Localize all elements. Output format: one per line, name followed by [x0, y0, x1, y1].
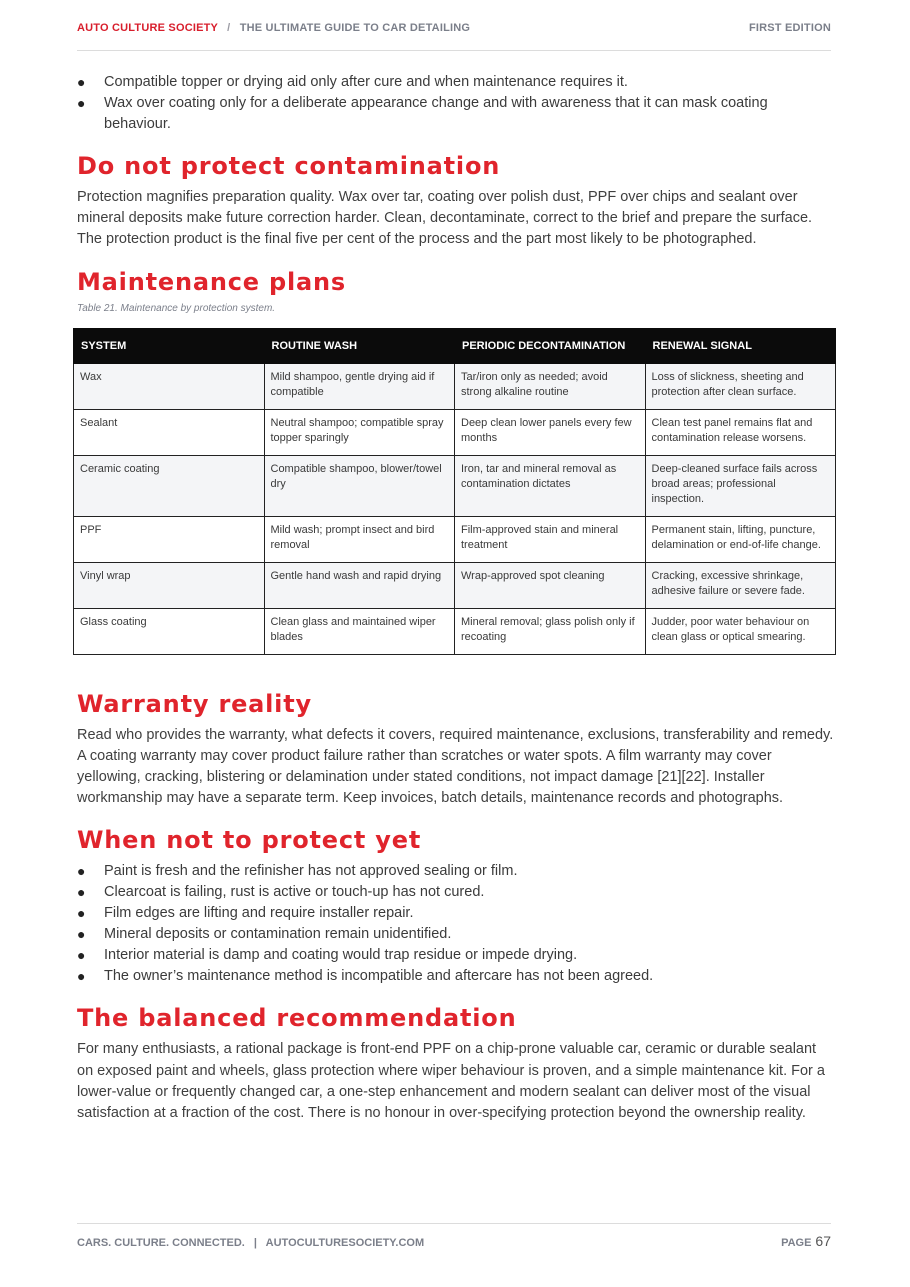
- table-cell: Loss of slickness, sheeting and protection after clean surface.: [645, 363, 836, 409]
- table-cell: Permanent stain, lifting, puncture, delamination or end-of-life change.: [645, 516, 836, 562]
- list-item-text: Mineral deposits or contamination remain unidentified.: [104, 926, 452, 943]
- page-number: 67: [815, 1233, 831, 1249]
- table-row: [74, 363, 836, 409]
- list-item: [77, 903, 835, 924]
- page-header: [77, 22, 831, 51]
- table-cell: Deep-cleaned surface fails across broad areas; professional inspection.: [645, 455, 836, 516]
- table-row: [74, 608, 836, 654]
- table-cell: Judder, poor water behaviour on clean glass or optical smearing.: [645, 608, 836, 654]
- table-cell: Neutral shampoo; compatible spray topper sparingly: [264, 409, 455, 455]
- list-item: [77, 924, 835, 945]
- footer-site: AUTOCULTURESOCIETY.COM: [265, 1237, 425, 1249]
- table-cell: Glass coating: [74, 608, 265, 654]
- table-cell: Wax: [74, 363, 265, 409]
- section-heading-maintenance: Maintenance plans: [77, 267, 346, 296]
- list-item-text: Paint is fresh and the refinisher has not approved sealing or film.: [104, 863, 518, 880]
- warranty-paragraph: Read who provides the warranty, what defects it covers, required maintenance, exclusions, transferability and remedy. A coating warranty may cover product failure rather than scratches or water spots. A film warranty may cover yellowing, cracking, blistering or delamination under stated conditions, not impact damage [21][22]. Installer workmanship may have a separate term. Keep invoices, batch details, maintenance records and photographs.: [77, 726, 834, 807]
- table-cell: Mild wash; prompt insect and bird removal: [264, 516, 455, 562]
- list-item-text: Clearcoat is failing, rust is active or touch-up has not cured.: [104, 884, 485, 901]
- table-row: [74, 516, 836, 562]
- table-cell: Iron, tar and mineral removal as contamination dictates: [455, 455, 646, 516]
- header-left: [77, 22, 470, 34]
- guide-title: THE ULTIMATE GUIDE TO CAR DETAILING: [239, 22, 471, 34]
- table-row: [74, 562, 836, 608]
- list-item: [77, 93, 835, 135]
- column-header: RENEWAL SIGNAL: [645, 328, 836, 363]
- table-cell: Sealant: [74, 409, 265, 455]
- intro-bullet-list: [77, 72, 835, 135]
- list-item-text: The owner’s maintenance method is incompatible and aftercare has not been agreed.: [104, 968, 654, 985]
- list-item: [77, 861, 835, 882]
- table-header-row: [74, 328, 836, 363]
- page-content: [77, 72, 835, 1124]
- table-row: [74, 455, 836, 516]
- brand-name: AUTO CULTURE SOCIETY: [77, 22, 218, 34]
- bullet-icon: ●: [77, 74, 86, 90]
- list-item: [77, 882, 835, 903]
- table-cell: Mild shampoo, gentle drying aid if compatible: [264, 363, 455, 409]
- section-heading-not-yet: When not to protect yet: [77, 826, 422, 855]
- table-cell: Gentle hand wash and rapid drying: [264, 562, 455, 608]
- maintenance-table: [73, 328, 836, 655]
- section-heading-contamination: Do not protect contamination: [77, 152, 501, 180]
- bullet-icon: ●: [77, 95, 86, 111]
- page-footer: [77, 1223, 831, 1254]
- table-cell: Cracking, excessive shrinkage, adhesive failure or severe fade.: [645, 562, 836, 608]
- table-cell: Tar/iron only as needed; avoid strong alkaline routine: [455, 363, 646, 409]
- table-caption: Table 21. Maintenance by protection system.: [77, 302, 276, 314]
- page-label: PAGE: [781, 1237, 812, 1249]
- table-cell: Ceramic coating: [74, 455, 265, 516]
- not-yet-bullet-list: [77, 861, 835, 987]
- footer-tagline: CARS. CULTURE. CONNECTED.: [77, 1237, 245, 1249]
- table-cell: Clean glass and maintained wiper blades: [264, 608, 455, 654]
- table-cell: Vinyl wrap: [74, 562, 265, 608]
- table-cell: Deep clean lower panels every few months: [455, 409, 646, 455]
- balanced-paragraph: For many enthusiasts, a rational package is front-end PPF on a chip-prone valuable car, ceramic or durable sealant on exposed paint and wheels, glass protection where wiper behaviour is proven, and a simple maintenance kit. For a lower-value or frequently changed car, a one-step enhancement and modern sealant can deliver most of the visual satisfaction at a fraction of the cost. There is no honour in over-specifying protection beyond the ownership reality.: [77, 1041, 825, 1122]
- list-item: [77, 966, 835, 987]
- bullet-icon: ●: [77, 947, 86, 964]
- column-header: SYSTEM: [74, 328, 265, 363]
- list-item-text: Wax over coating only for a deliberate appearance change and with awareness that it can mask coating behaviour.: [104, 95, 768, 132]
- footer-left: [77, 1237, 424, 1254]
- column-header: PERIODIC DECONTAMINATION: [455, 328, 646, 363]
- table-cell: PPF: [74, 516, 265, 562]
- bullet-icon: ●: [77, 926, 86, 943]
- bullet-icon: ●: [77, 863, 86, 880]
- section-heading-warranty: Warranty reality: [77, 689, 312, 718]
- table-cell: Wrap-approved spot cleaning: [455, 562, 646, 608]
- bullet-icon: ●: [77, 884, 86, 901]
- column-header: ROUTINE WASH: [264, 328, 455, 363]
- table-row: [74, 409, 836, 455]
- list-item-text: Interior material is damp and coating would trap residue or impede drying.: [104, 947, 578, 964]
- list-item: [77, 72, 835, 93]
- header-separator: /: [227, 22, 231, 34]
- list-item: [77, 945, 835, 966]
- bullet-icon: ●: [77, 905, 86, 922]
- list-item-text: Film edges are lifting and require installer repair.: [104, 905, 414, 922]
- contamination-paragraph: Protection magnifies preparation quality. Wax over tar, coating over polish dust, PPF over chips and sealant over mineral deposits make future correction harder. Clean, decontaminate, correct to the brief and prepare the surface. The protection product is the final five per cent of the process and the part most likely to be photographed.: [77, 189, 813, 248]
- footer-right: [781, 1233, 831, 1254]
- table-cell: Film-approved stain and mineral treatment: [455, 516, 646, 562]
- bullet-icon: ●: [77, 968, 86, 985]
- footer-divider: |: [253, 1237, 257, 1249]
- table-cell: Mineral removal; glass polish only if recoating: [455, 608, 646, 654]
- edition-label: FIRST EDITION: [748, 22, 831, 34]
- table-cell: Compatible shampoo, blower/towel dry: [264, 455, 455, 516]
- table-cell: Clean test panel remains flat and contamination release worsens.: [645, 409, 836, 455]
- list-item-text: Compatible topper or drying aid only after cure and when maintenance requires it.: [104, 74, 628, 90]
- section-heading-balanced: The balanced recommendation: [77, 1004, 517, 1033]
